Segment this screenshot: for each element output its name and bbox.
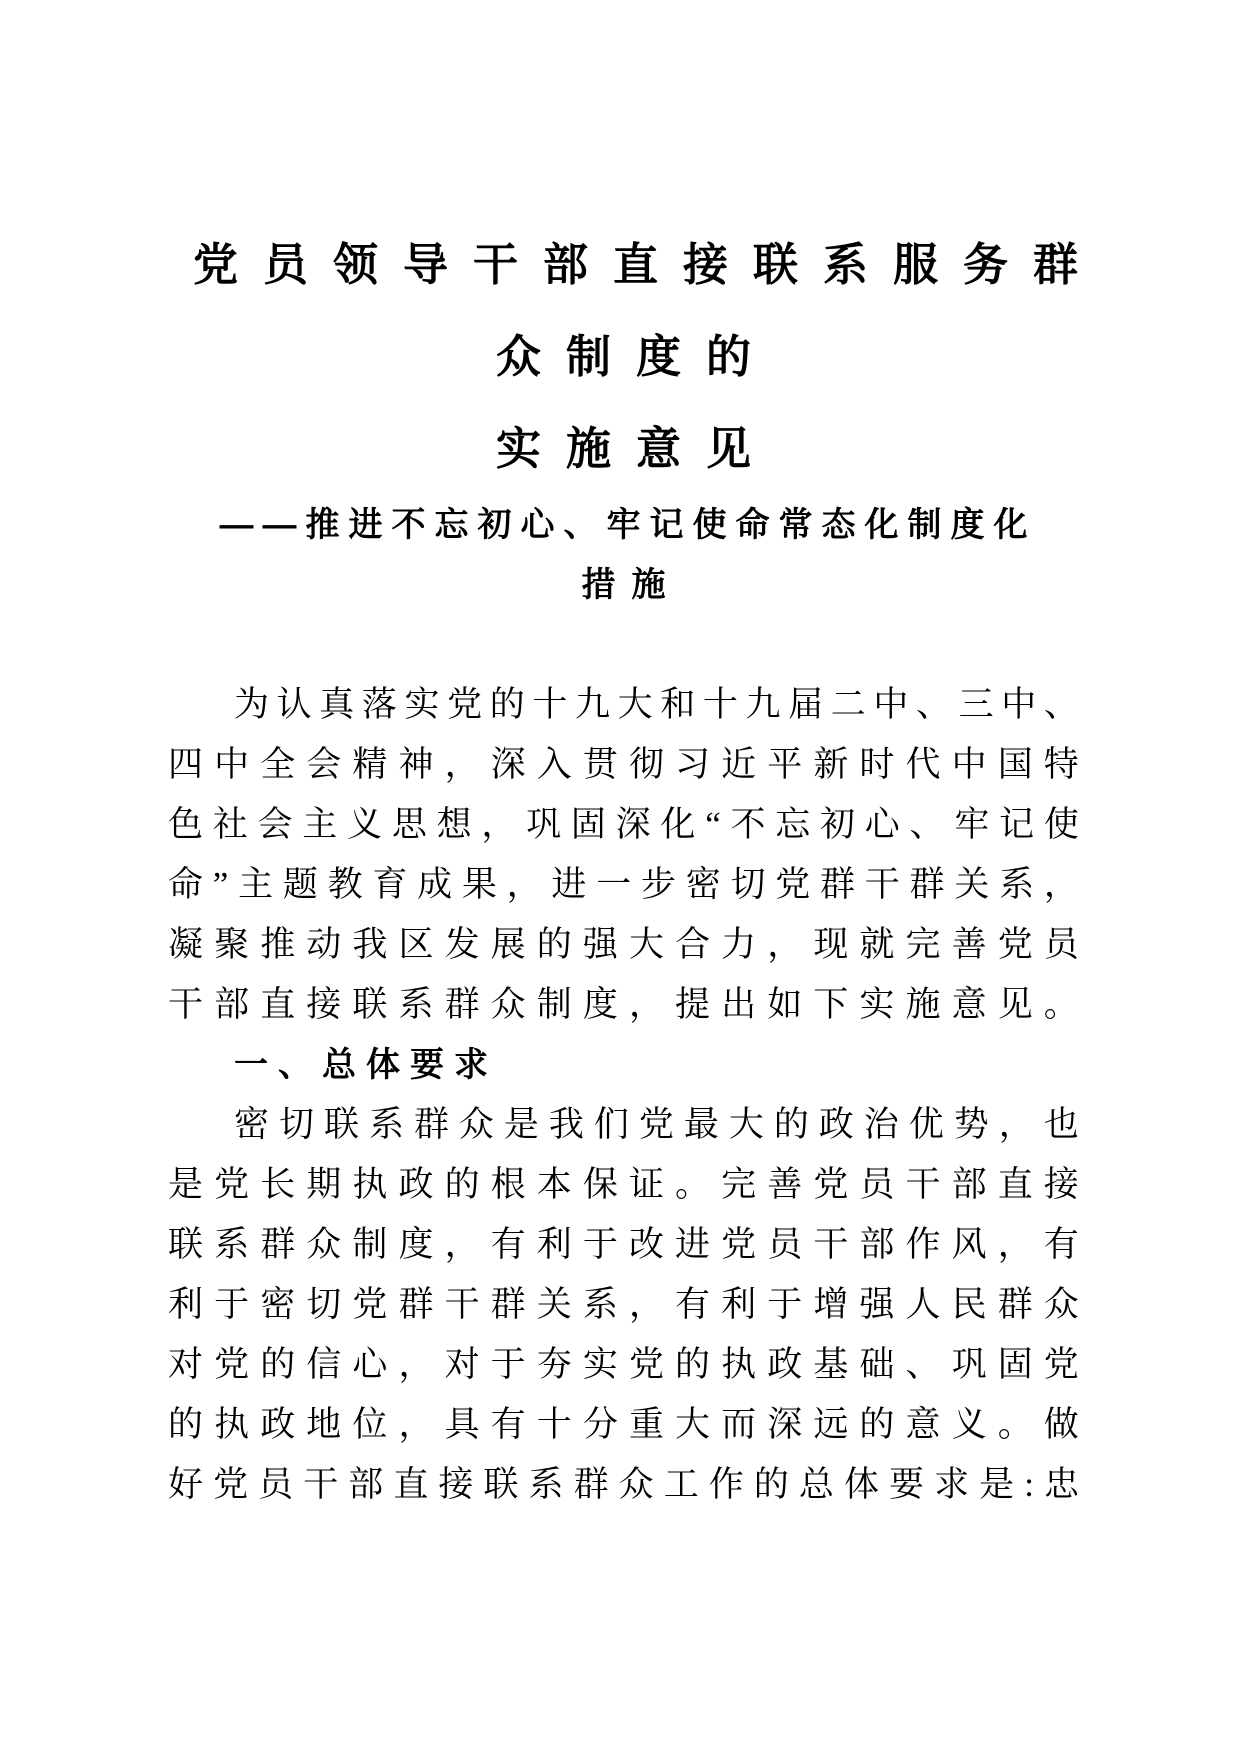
body-text-line: 的 执 政 地 位 ， 具 有 十 分 重 大 而 深 远 的 意 义 。 做 (168, 1405, 1079, 1444)
body-text-line: 对 党 的 信 心 ， 对 于 夯 实 党 的 执 政 基 础 、 巩 固 党 (168, 1345, 1079, 1384)
document-subtitle-line-1: ——推进不忘初心、牢记使命常态化制度化 (219, 506, 1037, 544)
body-text-line: 联 系 群 众 制 度 ， 有 利 于 改 进 党 员 干 部 作 风 ， 有 (168, 1225, 1079, 1264)
title-body-spacer (168, 615, 1079, 675)
title-line-2: 众制度的 (495, 331, 776, 382)
document-content (168, 0, 1104, 1515)
body-text-line: 为 认 真 落 实 党 的 十 九 大 和 十 九 届 二 中 、 三 中 、 (234, 685, 1079, 724)
body-text-line: 凝 聚 推 动 我 区 发 展 的 强 大 合 力 ， 现 就 完 善 党 员 (168, 925, 1079, 964)
document-subtitle-line-2: 措施 (581, 566, 682, 604)
body-text-line: 色 社 会 主 义 思 想 ， 巩 固 深 化 “ 不 忘 初 心 、 牢 记 使 (168, 805, 1079, 844)
body-text-line: 干 部 直 接 联 系 群 众 制 度 ， 提 出 如 下 实 施 意 见 。 (168, 985, 1079, 1024)
body-text-line: 四 中 全 会 精 神 ， 深 入 贯 彻 习 近 平 新 时 代 中 国 特 (168, 745, 1079, 784)
body-lines (168, 675, 1079, 1515)
body-text-line: 命 ” 主 题 教 育 成 果 ， 进 一 步 密 切 党 群 干 群 关 系 ， (168, 865, 1079, 904)
body-text-line: 密 切 联 系 群 众 是 我 们 党 最 大 的 政 治 优 势 ， 也 (234, 1105, 1079, 1144)
title-line-3: 实施意见 (495, 423, 776, 474)
title-line-1: 党员领导干部直接联系服务群 (193, 239, 1104, 290)
document-title (168, 0, 1104, 495)
body-text-line: 利 于 密 切 党 群 干 群 关 系 ， 有 利 于 增 强 人 民 群 众 (168, 1285, 1079, 1324)
body-text-line: 好 党 员 干 部 直 接 联 系 群 众 工 作 的 总 体 要 求 是 : 忠 (168, 1465, 1079, 1504)
body-text-line: 是 党 长 期 执 政 的 根 本 保 证 。 完 善 党 员 干 部 直 接 (168, 1165, 1079, 1204)
section-heading: 一、总体要求 (234, 1046, 498, 1084)
